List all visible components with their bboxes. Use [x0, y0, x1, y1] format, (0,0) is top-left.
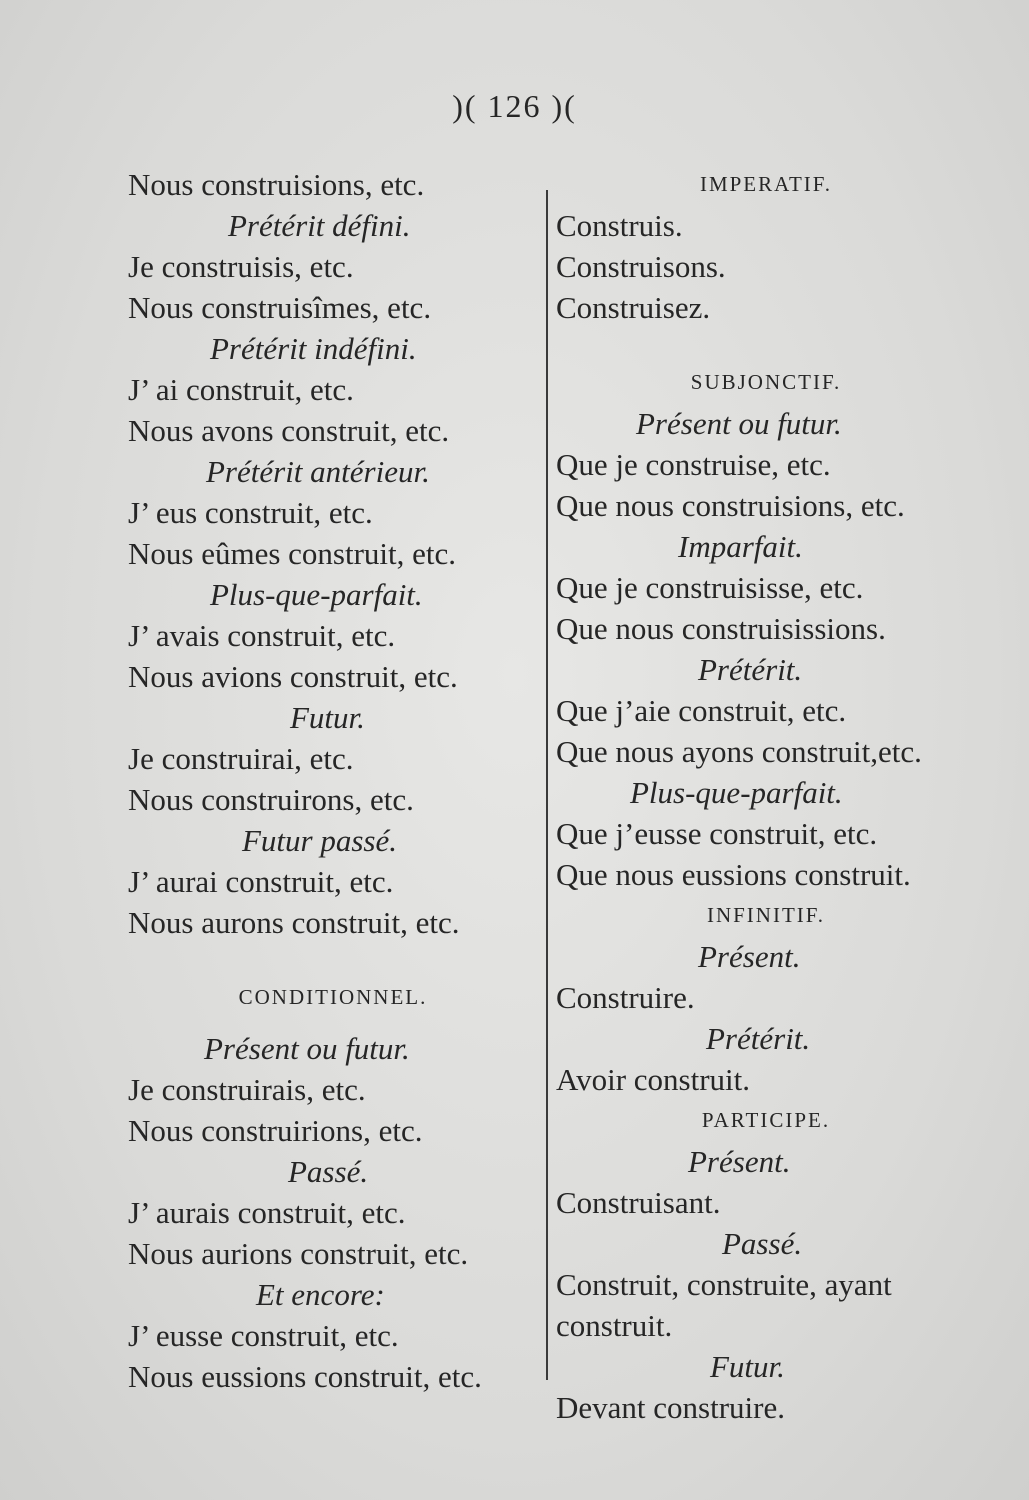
text-line: Devant construire. [556, 1390, 785, 1425]
text-line: Que nous ayons construit,etc. [556, 734, 922, 769]
text-line: J’ aurais construit, etc. [128, 1195, 406, 1230]
text-line: Que nous construisions, etc. [556, 488, 905, 523]
spacer [128, 943, 538, 977]
text-line: Que j’aie construit, etc. [556, 693, 847, 728]
text-line: Nous construirions, etc. [128, 1113, 423, 1148]
text-line: J’ ai construit, etc. [128, 372, 354, 407]
tense-heading: Futur. [710, 1349, 785, 1384]
tense-heading: Présent ou futur. [204, 1031, 410, 1066]
text-line: J’ avais construit, etc. [128, 618, 396, 653]
section-title-imperatif: IMPERATIF. [699, 172, 833, 196]
text-line: Construisez. [556, 290, 711, 325]
text-line: Que j’eusse construit, etc. [556, 816, 878, 851]
text-line: Nous aurons construit, etc. [128, 905, 460, 940]
text-line: Nous eussions construit, etc. [128, 1359, 482, 1394]
section-title-infinitif: INFINITIF. [706, 903, 826, 927]
spacer [556, 328, 976, 362]
text-line: Que nous construisissions. [556, 611, 886, 646]
text-line: construit. [556, 1308, 673, 1343]
spacer [128, 1018, 538, 1028]
text-line: Construis. [556, 208, 683, 243]
text-line: Nous avons construit, etc. [128, 413, 450, 448]
text-line: Nous construisions, etc. [128, 167, 425, 202]
tense-heading: Et encore: [256, 1277, 385, 1312]
section-title-subjonctif: SUBJONCTIF. [690, 370, 842, 394]
text-line: Nous construirons, etc. [128, 782, 414, 817]
text-line: Je construirais, etc. [128, 1072, 366, 1107]
section-title-participe: PARTICIPE. [701, 1108, 831, 1132]
text-line: Construit, construite, ayant [556, 1267, 892, 1302]
text-line: Nous avions construit, etc. [128, 659, 458, 694]
text-line: Construisons. [556, 249, 726, 284]
text-line: Que je construisisse, etc. [556, 570, 864, 605]
left-column [128, 164, 538, 1397]
text-line: Avoir construit. [556, 1062, 751, 1097]
tense-heading: Prétérit. [698, 652, 803, 687]
text-line: Je construirai, etc. [128, 741, 354, 776]
text-line: Construisant. [556, 1185, 721, 1220]
text-line: Construire. [556, 980, 695, 1015]
tense-heading: Plus-que-parfait. [210, 577, 423, 612]
right-column [556, 164, 976, 1428]
text-line: J’ eus construit, etc. [128, 495, 373, 530]
text-line: Que nous eussions construit. [556, 857, 911, 892]
text-line: Je construisis, etc. [128, 249, 354, 284]
tense-heading: Présent. [698, 939, 801, 974]
section-title-conditionnel: CONDITIONNEL. [238, 985, 428, 1009]
tense-heading: Futur. [290, 700, 365, 735]
column-divider [546, 190, 548, 1380]
text-line: Nous eûmes construit, etc. [128, 536, 457, 571]
tense-heading: Passé. [722, 1226, 803, 1261]
text-line: Nous construisîmes, etc. [128, 290, 432, 325]
tense-heading: Présent ou futur. [636, 406, 842, 441]
tense-heading: Imparfait. [678, 529, 803, 564]
tense-heading: Prétérit. [706, 1021, 811, 1056]
tense-heading: Prétérit indéfini. [210, 331, 417, 366]
page-number: )( 126 )( [452, 88, 577, 124]
tense-heading: Futur passé. [242, 823, 397, 858]
tense-heading: Prétérit défini. [228, 208, 411, 243]
text-line: J’ eusse construit, etc. [128, 1318, 399, 1353]
text-line: J’ aurai construit, etc. [128, 864, 394, 899]
tense-heading: Prétérit antérieur. [206, 454, 430, 489]
tense-heading: Passé. [288, 1154, 369, 1189]
tense-heading: Présent. [688, 1144, 791, 1179]
text-line: Que je construise, etc. [556, 447, 831, 482]
tense-heading: Plus-que-parfait. [630, 775, 843, 810]
text-line: Nous aurions construit, etc. [128, 1236, 469, 1271]
